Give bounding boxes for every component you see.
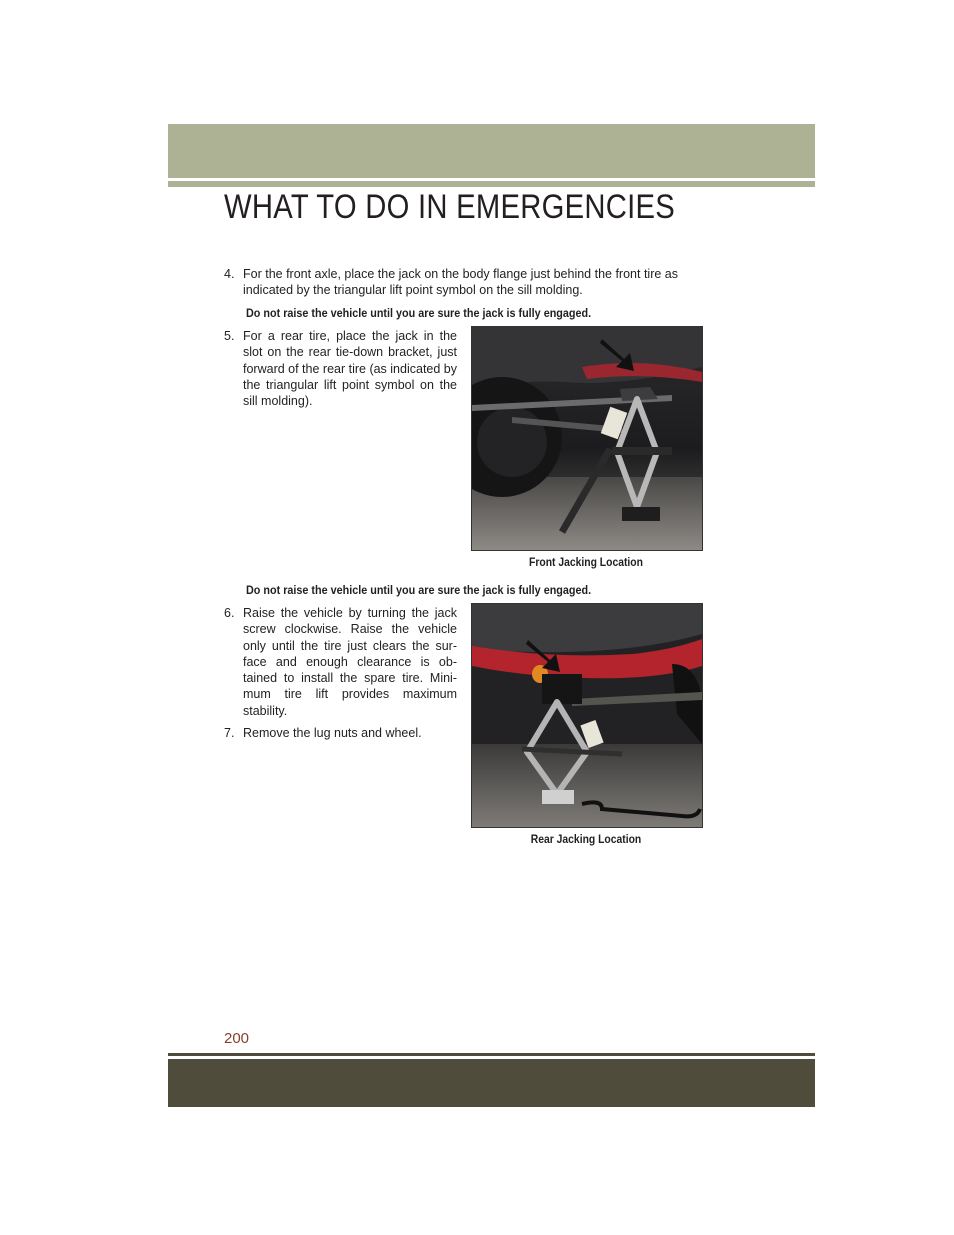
footer-line [168,1053,815,1056]
warning-2: Do not raise the vehicle until you are sure the jack is fully engaged. [246,583,592,597]
figure-caption-rear: Rear Jacking Location [530,834,642,846]
page-number: 200 [224,1030,250,1047]
step-number: 7. [224,726,235,740]
header-stripe [168,181,815,187]
section-title: WHAT TO DO IN EMERGENCIES [224,188,676,226]
rear-jacking-photo [471,603,703,828]
step-number: 4. [224,267,235,281]
footer-band [168,1059,815,1107]
figure-caption-front: Front Jacking Location [529,557,643,569]
step-text: Remove the lug nuts and wheel. [243,726,422,740]
step-text: For the front axle, place the jack on the body flange just behind the front tire as indicated by the triangular lift point symbol on the sill molding. [243,267,678,298]
step-text: Raise the vehicle by turning the jack screw clockwise. Raise the vehicle only until the tire just clears the sur-face and enough clearance is ob-tained to install the spare tire. Mini-mum tire lift provides maximum stability. [243,606,457,718]
step-number: 5. [224,329,235,343]
header-band [168,124,815,178]
front-jacking-photo [471,326,703,551]
step-number: 6. [224,606,235,620]
warning-1: Do not raise the vehicle until you are sure the jack is fully engaged. [246,306,592,320]
step-text: For a rear tire, place the jack in the slot on the rear tie-down bracket, just forward of the rear tire (as indicated by the triangular lift point symbol on the sill molding). [243,329,457,409]
